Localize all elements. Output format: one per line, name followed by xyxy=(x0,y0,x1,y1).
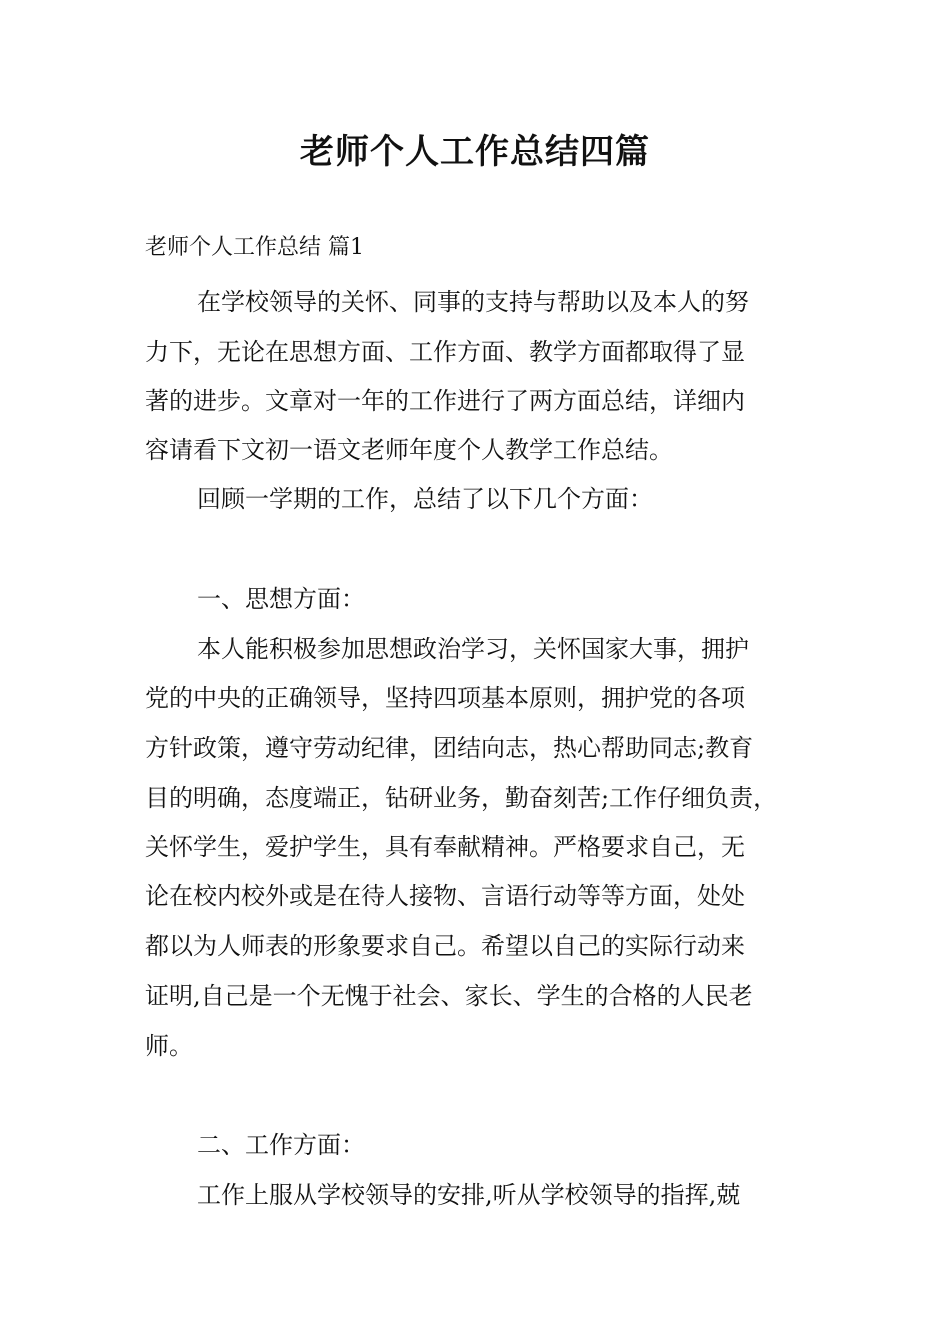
section-2-line: 工作上服从学校领导的安排,听从学校领导的指挥,兢 xyxy=(197,1181,741,1209)
section-1-line: 师。 xyxy=(145,1032,193,1060)
section-1-line: 论在校内校外或是在待人接物、言语行动等等方面，处处 xyxy=(145,882,745,910)
section-1-line: 党的中央的正确领导，坚持四项基本原则，拥护党的各项 xyxy=(145,684,745,712)
section-heading-thought: 一、思想方面： xyxy=(197,585,365,613)
section-heading-work: 二、工作方面： xyxy=(197,1131,365,1159)
section-1-line: 证明,自己是一个无愧于社会、家长、学生的合格的人民老 xyxy=(145,982,753,1010)
document-title: 老师个人工作总结四篇 xyxy=(300,132,650,172)
section-1-line: 本人能积极参加思想政治学习，关怀国家大事，拥护 xyxy=(197,635,749,663)
review-line: 回顾一学期的工作，总结了以下几个方面： xyxy=(197,485,653,513)
section-1-line: 方针政策，遵守劳动纪律，团结向志，热心帮助同志;教育 xyxy=(145,734,754,762)
intro-line: 力下，无论在思想方面、工作方面、教学方面都取得了显 xyxy=(145,338,745,366)
section-1-line: 关怀学生，爱护学生，具有奉献精神。严格要求自己，无 xyxy=(145,833,745,861)
intro-line: 著的进步。文章对一年的工作进行了两方面总结，详细内 xyxy=(145,387,745,415)
intro-line: 在学校领导的关怀、同事的支持与帮助以及本人的努 xyxy=(197,288,749,316)
section-label: 老师个人工作总结 篇1 xyxy=(145,235,364,260)
section-1-line: 目的明确，态度端正，钻研业务，勤奋刻苦;工作仔细负责， xyxy=(145,784,778,812)
section-1-line: 都以为人师表的形象要求自己。希望以自己的实际行动来 xyxy=(145,932,745,960)
intro-line: 容请看下文初一语文老师年度个人教学工作总结。 xyxy=(145,436,673,464)
